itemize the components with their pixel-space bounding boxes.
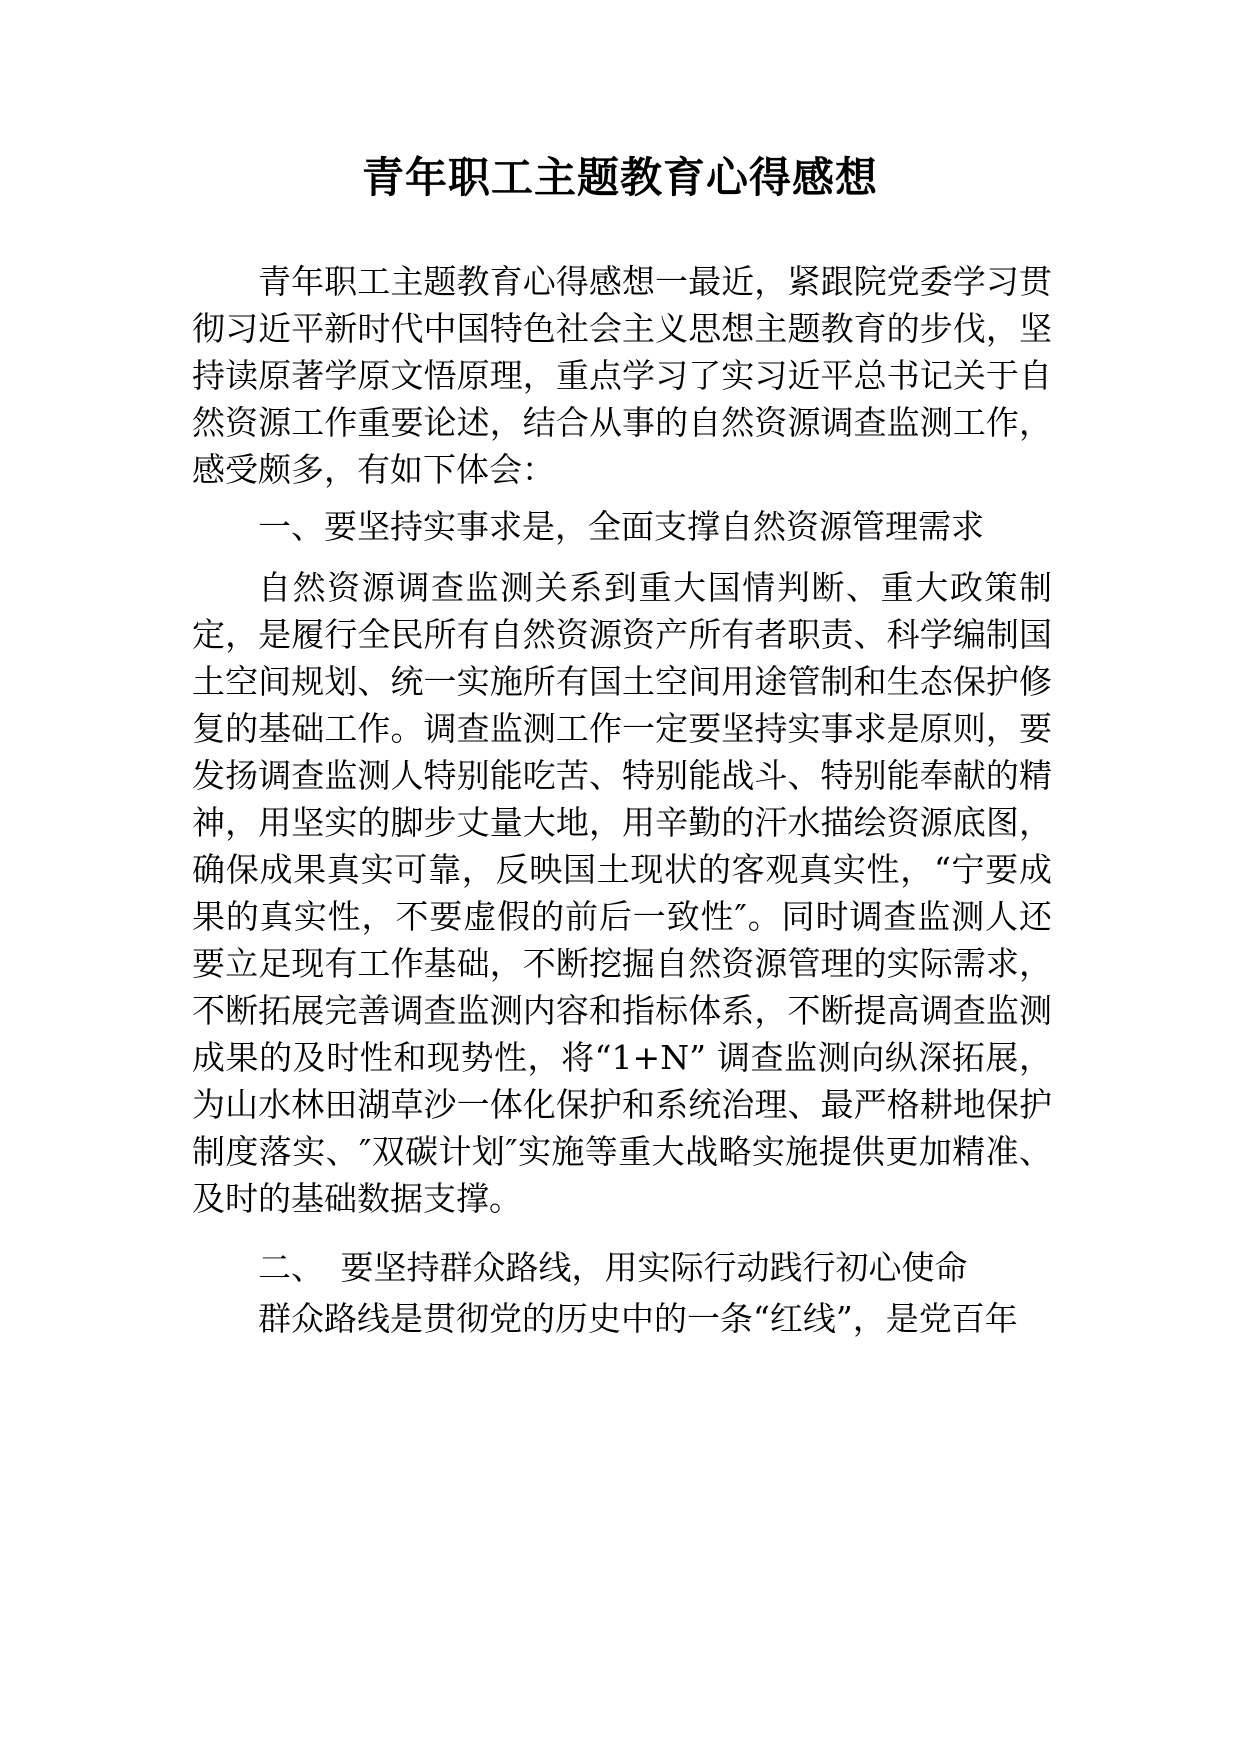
section-2-paragraph: 群众路线是贯彻党的历史中的一条“红线”，是党百年: [258, 1299, 1018, 1338]
document-title: 青年职工主题教育心得感想: [361, 153, 878, 202]
section-1-paragraph: 自然资源调查监测关系到重大国情判断、重大政策制定，是履行全民所有自然资源资产所有者职责、科学编制国土空间规划、统一实施所有国土空间用途管制和生态保护修复的基础工作。调查监测工作一定要坚持实事求是原则，要发扬调查监测人特别能吃苦、特别能战斗、特别能奉献的精神，用坚实的脚步丈量大地，用辛勤的汗水描绘资源底图，确保成果真实可靠，反映国土现状的客观真实性，“宁要成果的真实性，不要虚假的前后一致性″。同时调查监测人还要立足现有工作基础，不断挖掘自然资源管理的实际需求，不断拓展完善调查监测内容和指标体系，不断提高调查监测成果的及时性和现势性，将“1+N” 调查监测向纵深拓展，为山水林田湖草沙一体化保护和系统治理、最严格耕地保护制度落实、″双碳计划″实施等重大战略实施提供更加精准、及时的基础数据支撑。: [192, 568, 1052, 1218]
document-body: [192, 258, 1052, 1342]
section-heading-1: 一、要坚持实事求是，全面支撑自然资源管理需求: [258, 507, 984, 546]
intro-paragraph: 青年职工主题教育心得感想一最近，紧跟院党委学习贯彻习近平新时代中国特色社会主义思想主题教育的步伐，坚持读原著学原文悟原理，重点学习了实习近平总书记关于自然资源工作重要论述，结合从事的自然资源调查监测工作，感受颇多，有如下体会：: [192, 262, 1052, 489]
section-heading-2: 二、 要坚持群众路线，用实际行动践行初心使命: [258, 1248, 968, 1287]
